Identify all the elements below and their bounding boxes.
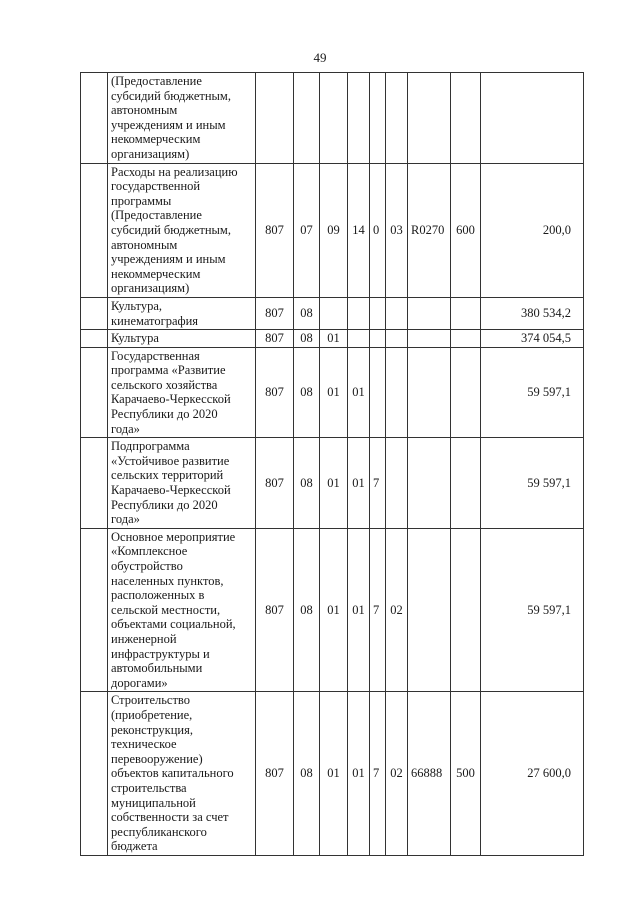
table-row	[81, 438, 584, 529]
amount-cell: 59 597,1	[481, 438, 584, 529]
amount-cell: 27 600,0	[481, 692, 584, 856]
amount-cell: 59 597,1	[481, 528, 584, 692]
expense-type-cell	[451, 297, 481, 329]
program-code-cell: 01	[348, 528, 370, 692]
direction-code-cell	[408, 528, 451, 692]
subprogram-code-cell	[370, 297, 386, 329]
row-number-cell	[81, 347, 108, 438]
subsection-code-cell: 01	[320, 528, 348, 692]
item-name-cell: Основное мероприятие «Комплексное обустройство населенных пунктов, расположенных в сельской местности, объектами социальной, инженерной инфраструктуры и автомобильными дорогами»	[108, 528, 256, 692]
section-code-cell: 08	[294, 297, 320, 329]
section-code-cell: 08	[294, 347, 320, 438]
subsection-code-cell: 01	[320, 347, 348, 438]
measure-code-cell	[386, 347, 408, 438]
section-code-cell: 08	[294, 692, 320, 856]
expense-type-cell	[451, 330, 481, 348]
row-number-cell	[81, 528, 108, 692]
row-number-cell	[81, 163, 108, 297]
ministry-code-cell: 807	[256, 347, 294, 438]
subprogram-code-cell	[370, 330, 386, 348]
amount-cell: 380 534,2	[481, 297, 584, 329]
ministry-code-cell: 807	[256, 528, 294, 692]
row-number-cell	[81, 297, 108, 329]
table-row	[81, 528, 584, 692]
subsection-code-cell: 01	[320, 692, 348, 856]
amount-cell	[481, 73, 584, 164]
expense-type-cell	[451, 528, 481, 692]
section-code-cell: 07	[294, 163, 320, 297]
subprogram-code-cell: 7	[370, 528, 386, 692]
item-name-cell: Культура	[108, 330, 256, 348]
row-number-cell	[81, 73, 108, 164]
item-name-cell: Государственная программа «Развитие сельского хозяйства Карачаево-Черкесской Республики до 2020 года»	[108, 347, 256, 438]
expense-type-cell	[451, 438, 481, 529]
direction-code-cell: 66888	[408, 692, 451, 856]
direction-code-cell	[408, 73, 451, 164]
expense-type-cell	[451, 347, 481, 438]
item-name-cell: Строительство (приобретение, реконструкция, техническое перевооружение) объектов капитального строительства муниципальной собственности за счет республиканского бюджета	[108, 692, 256, 856]
ministry-code-cell: 807	[256, 163, 294, 297]
subprogram-code-cell: 7	[370, 438, 386, 529]
direction-code-cell: R0270	[408, 163, 451, 297]
item-name-cell: (Предоставление субсидий бюджетным, автономным учреждениям и иным некоммерческим организациям)	[108, 73, 256, 164]
measure-code-cell: 03	[386, 163, 408, 297]
subprogram-code-cell: 7	[370, 692, 386, 856]
expense-type-cell: 600	[451, 163, 481, 297]
section-code-cell: 08	[294, 438, 320, 529]
item-name-cell: Подпрограмма «Устойчивое развитие сельских территорий Карачаево-Черкесской Республики до 2020 года»	[108, 438, 256, 529]
subprogram-code-cell: 0	[370, 163, 386, 297]
budget-table	[80, 72, 584, 856]
amount-cell: 59 597,1	[481, 347, 584, 438]
ministry-code-cell	[256, 73, 294, 164]
ministry-code-cell: 807	[256, 692, 294, 856]
direction-code-cell	[408, 330, 451, 348]
amount-cell: 374 054,5	[481, 330, 584, 348]
item-name-cell: Расходы на реализацию государственной программы (Предоставление субсидий бюджетным, автономным учреждениям и иным некоммерческим организациям)	[108, 163, 256, 297]
table-row	[81, 297, 584, 329]
subsection-code-cell	[320, 297, 348, 329]
table-row	[81, 73, 584, 164]
table-row	[81, 347, 584, 438]
measure-code-cell	[386, 438, 408, 529]
amount-cell: 200,0	[481, 163, 584, 297]
direction-code-cell	[408, 347, 451, 438]
program-code-cell: 14	[348, 163, 370, 297]
measure-code-cell: 02	[386, 528, 408, 692]
measure-code-cell	[386, 73, 408, 164]
ministry-code-cell: 807	[256, 297, 294, 329]
subsection-code-cell: 01	[320, 330, 348, 348]
program-code-cell: 01	[348, 438, 370, 529]
program-code-cell	[348, 297, 370, 329]
row-number-cell	[81, 692, 108, 856]
row-number-cell	[81, 438, 108, 529]
section-code-cell	[294, 73, 320, 164]
measure-code-cell: 02	[386, 692, 408, 856]
row-number-cell	[81, 330, 108, 348]
table-row	[81, 692, 584, 856]
table-row	[81, 330, 584, 348]
subsection-code-cell: 01	[320, 438, 348, 529]
program-code-cell	[348, 73, 370, 164]
direction-code-cell	[408, 297, 451, 329]
expense-type-cell: 500	[451, 692, 481, 856]
table-row	[81, 163, 584, 297]
expense-type-cell	[451, 73, 481, 164]
program-code-cell	[348, 330, 370, 348]
subsection-code-cell: 09	[320, 163, 348, 297]
measure-code-cell	[386, 330, 408, 348]
subprogram-code-cell	[370, 347, 386, 438]
program-code-cell: 01	[348, 347, 370, 438]
subsection-code-cell	[320, 73, 348, 164]
subprogram-code-cell	[370, 73, 386, 164]
item-name-cell: Культура, кинематография	[108, 297, 256, 329]
page-number: 49	[313, 50, 327, 65]
ministry-code-cell: 807	[256, 438, 294, 529]
section-code-cell: 08	[294, 528, 320, 692]
direction-code-cell	[408, 438, 451, 529]
program-code-cell: 01	[348, 692, 370, 856]
table-body	[81, 73, 584, 856]
section-code-cell: 08	[294, 330, 320, 348]
measure-code-cell	[386, 297, 408, 329]
ministry-code-cell: 807	[256, 330, 294, 348]
